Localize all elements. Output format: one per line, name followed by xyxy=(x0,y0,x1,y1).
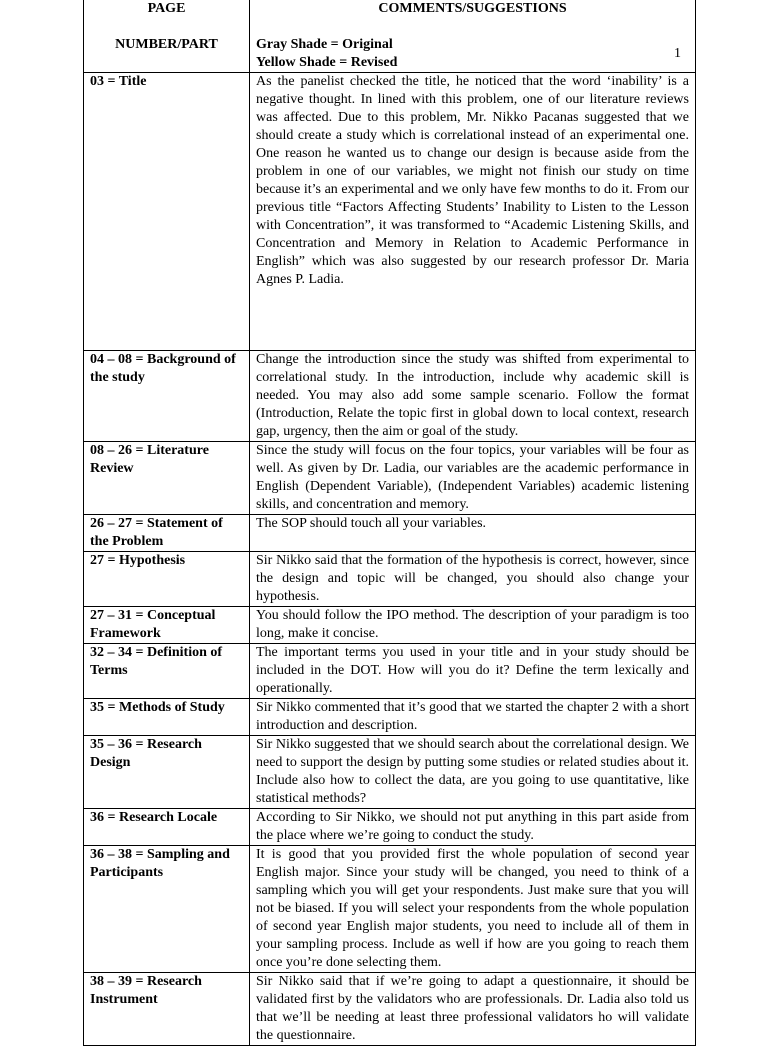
table-row xyxy=(84,351,696,442)
table-row xyxy=(84,442,696,515)
row-part: 27 = Hypothesis xyxy=(84,552,250,607)
table-row xyxy=(84,607,696,644)
row-part: 03 = Title xyxy=(84,73,250,351)
header-comments-label: COMMENTS/SUGGESTIONS xyxy=(378,1,567,16)
row-comment: It is good that you provided first the whole population of second year English major. Since your study will be changed, you need to think of a sampling which you will get your respondents. Just make sure that you will not be biased. If you will select your respondents from the whole population of second year English major students, you need to include all of them in your sampling process. Include as well if how are you going to reach them once you’re done selecting them. xyxy=(250,846,696,973)
table-row xyxy=(84,736,696,809)
row-comment: The SOP should touch all your variables. xyxy=(250,515,696,552)
table-row xyxy=(84,515,696,552)
row-part: 35 = Methods of Study xyxy=(84,699,250,736)
table-header-row xyxy=(84,0,696,73)
comments-header xyxy=(250,0,696,73)
row-part: 36 – 38 = Sampling and Participants xyxy=(84,846,250,973)
row-comment: As the panelist checked the title, he noticed that the word ‘inability’ is a negative thought. In lined with this problem, one of our literature reviews was affected. Due to this problem, Mr. Nikko Pacanas suggested that we should create a study which is correlational instead of an experimental one. One reason he wanted us to change our design is because aside from the problem in one of our variables, we might not finish our study on time because it’s an experimental and we only have few months to do it. From our previous title “Factors Affecting Students’ Inability to Listen to the Lesson with Concentration”, it was transformed to “Academic Listening Skills, and Concentration and Memory in Relation to Academic Performance in English” which was also suggested by our research professor Dr. Maria Agnes P. Ladia. xyxy=(250,73,696,351)
row-comment: According to Sir Nikko, we should not put anything in this part aside from the place where we’re going to conduct the study. xyxy=(250,809,696,846)
row-part: 04 – 08 = Background of the study xyxy=(84,351,250,442)
row-part: 27 – 31 = Conceptual Framework xyxy=(84,607,250,644)
shade-legend xyxy=(256,36,689,72)
row-part: 35 – 36 = Research Design xyxy=(84,736,250,809)
comments-table xyxy=(83,0,696,1046)
table-row xyxy=(84,552,696,607)
table-row xyxy=(84,973,696,1046)
page-part-header xyxy=(84,0,250,73)
table-row xyxy=(84,73,696,351)
legend-original: Gray Shade = Original xyxy=(256,37,393,52)
row-part: 08 – 26 = Literature Review xyxy=(84,442,250,515)
header-page-label: PAGE xyxy=(147,1,186,16)
row-comment: Sir Nikko suggested that we should search about the correlational design. We need to support the design by putting some studies or related studies about it. Include also how to collect the data, are you going to use quantitative, like statistical methods? xyxy=(250,736,696,809)
legend-revised: Yellow Shade = Revised xyxy=(256,55,398,70)
page-number: 1 xyxy=(674,46,681,61)
row-comment: Change the introduction since the study was shifted from experimental to correlational study. In the introduction, include why academic skill is needed. You may also add some sample scenario. Follow the format (Introduction, Relate the topic first in global down to local context, research gap, urgency, then the aim or goal of the study. xyxy=(250,351,696,442)
row-comment: You should follow the IPO method. The description of your paradigm is too long, make it concise. xyxy=(250,607,696,644)
table-row xyxy=(84,699,696,736)
row-comment: Sir Nikko commented that it’s good that we started the chapter 2 with a short introduction and description. xyxy=(250,699,696,736)
row-comment: The important terms you used in your title and in your study should be included in the DOT. How will you do it? Define the term lexically and operationally. xyxy=(250,644,696,699)
header-number-part-label: NUMBER/PART xyxy=(115,37,218,52)
table-row xyxy=(84,809,696,846)
table-row xyxy=(84,846,696,973)
table-row xyxy=(84,644,696,699)
row-part: 36 = Research Locale xyxy=(84,809,250,846)
row-part: 38 – 39 = Research Instrument xyxy=(84,973,250,1046)
row-comment: Since the study will focus on the four topics, your variables will be four as well. As given by Dr. Ladia, our variables are the academic performance in English (Dependent Variable), (Independent Variables) academic listening skills, and concentration and memory. xyxy=(250,442,696,515)
row-part: 32 – 34 = Definition of Terms xyxy=(84,644,250,699)
row-comment: Sir Nikko said that the formation of the hypothesis is correct, however, since the design and topic will be changed, you should also change your hypothesis. xyxy=(250,552,696,607)
row-comment: Sir Nikko said that if we’re going to adapt a questionnaire, it should be validated first by the validators who are professionals. Dr. Ladia also told us that we’ll be needing at least three professional validators ho will validate the questionnaire. xyxy=(250,973,696,1046)
row-part: 26 – 27 = Statement of the Problem xyxy=(84,515,250,552)
